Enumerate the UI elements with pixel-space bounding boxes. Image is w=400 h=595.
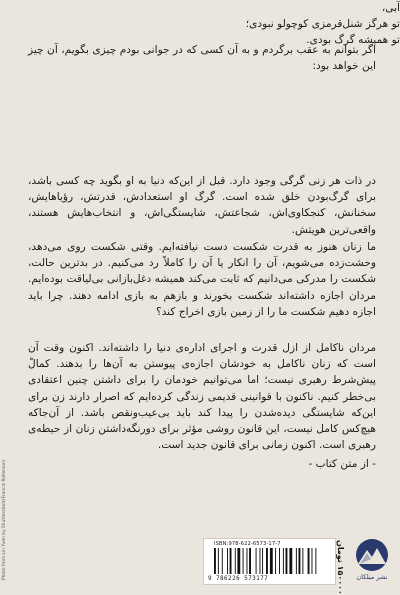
isbn-barcode [203,538,336,585]
barcode-bar [312,548,313,574]
barcode-digits: 9 786226 573177 [208,575,269,582]
barcode-bar [222,548,223,574]
barcode-bar [230,548,232,574]
publisher-name: نشر میلکان [356,573,388,581]
mountains-icon [350,538,394,572]
barcode-bar [289,548,292,574]
barcode-bar [262,548,263,574]
barcode-bars [214,548,318,574]
poem-line: آبی، [381,2,400,14]
barcode-bar [279,548,280,574]
barcode-bar [249,548,251,574]
barcode-bar [286,548,288,574]
poem [0,0,400,48]
source-note: - از متن کتاب - [308,458,376,470]
intro-text [28,42,376,74]
photo-credit-text: Photo from Lin Yuen by Shutterstock(Francis Rollerson) [2,459,7,580]
paragraph-text: مردان ناکامل از ازل قدرت و اجرای اداره‌ی دنیا را داشته‌اند. اکنون وقت آن است که زنان ناکامل به خودشان اجازه‌ی پیوستن به آن‌ها را بدهند. کمالْ پیش‌شرط رهبری نیست؛ اما می‌توانیم خودمان را برای داشتن چنین اعتقادی بی‌خطر کنیم. ناکنون با قوانینی قدیمی زندگی کرده‌ایم که اصرار دارند زن برای این‌که شایستگی دیده‌شدن را پیدا کند باید بی‌عیب‌ونقص باشد. از آن‌جاکه هیچ‌کس کامل نیست، این قانون روشی مؤثر برای دورنگه‌داشتن زنان از حیطه‌ی رهبری است. اکنون زمانی برای قانون جدید است. [28,342,376,452]
barcode-bar [256,548,257,574]
barcode-bar [235,548,236,574]
barcode-bar [283,548,284,574]
barcode-bar [315,548,316,574]
barcode-bar [299,548,301,574]
paragraph-text: ما زنان هنوز به قدرت شکست دست نیافته‌ایم. وقتی شکست روی می‌دهد، وحشت‌زده می‌شویم، آن را انکار یا آن را کاملاً رد می‌کنیم. در بدترین حالت، شکست را مدرکی می‌دانیم که ثابت می‌کند همیشه دغل‌بازانی بی‌لیاقت بوده‌ایم. مردان اجازه داشته‌اند شکست بخورند و بازهم به بازی ادامه دهند. چرا باید اجازه دهیم شکست ما را از زمین بازی اخراج کند؟ [28,241,376,318]
barcode-bar [270,548,273,574]
barcode-bar [308,548,310,574]
barcode-bar [214,548,216,574]
barcode-bar [243,548,244,574]
paragraph-failure [28,239,376,320]
isbn-label: ISBN:978-622-6573-17-7 [214,541,281,547]
barcode-bar [237,548,240,574]
barcode-bar [275,548,276,574]
barcode-bar [227,548,228,574]
price-text: ۱۵۰۰۰۰ تومان [336,540,345,595]
barcode-bar [260,548,261,574]
price-label [333,540,347,595]
barcode-bar [302,548,303,574]
barcode-bar [247,548,248,574]
poem-line: تو همیشه گرگ بودی. [306,34,400,46]
barcode-bar [296,548,297,574]
photo-credit [2,440,12,580]
barcode-bar [218,548,219,574]
poem-line: تو هرگز شنل‌قرمزی کوچولو نبودی؛ [245,18,400,30]
paragraph-wolf [28,173,376,238]
barcode-bar [266,548,268,574]
publisher-logo [350,538,394,584]
intro-paragraph: اگر بتوانم به عقب برگردم و به آن کسی که در جوانی بودم چیزی بگویم، آن چیز این خواهد بود: [28,44,376,73]
paragraph-text: در ذات هر زنی گرگی وجود دارد. قبل از این‌که دنیا به او بگوید چه کسی باشد، برای گرگ‌بودن خلق شده است. گرگ او استعدادش، قدرتش، رؤیاهایش، سخنانش، کنجکاوی‌اش، شجاعتش، شایستگی‌اش، و انتخاب‌هایش هستند، واقعی‌ترین هویتش. [28,175,376,236]
paragraph-leadership [28,340,376,453]
